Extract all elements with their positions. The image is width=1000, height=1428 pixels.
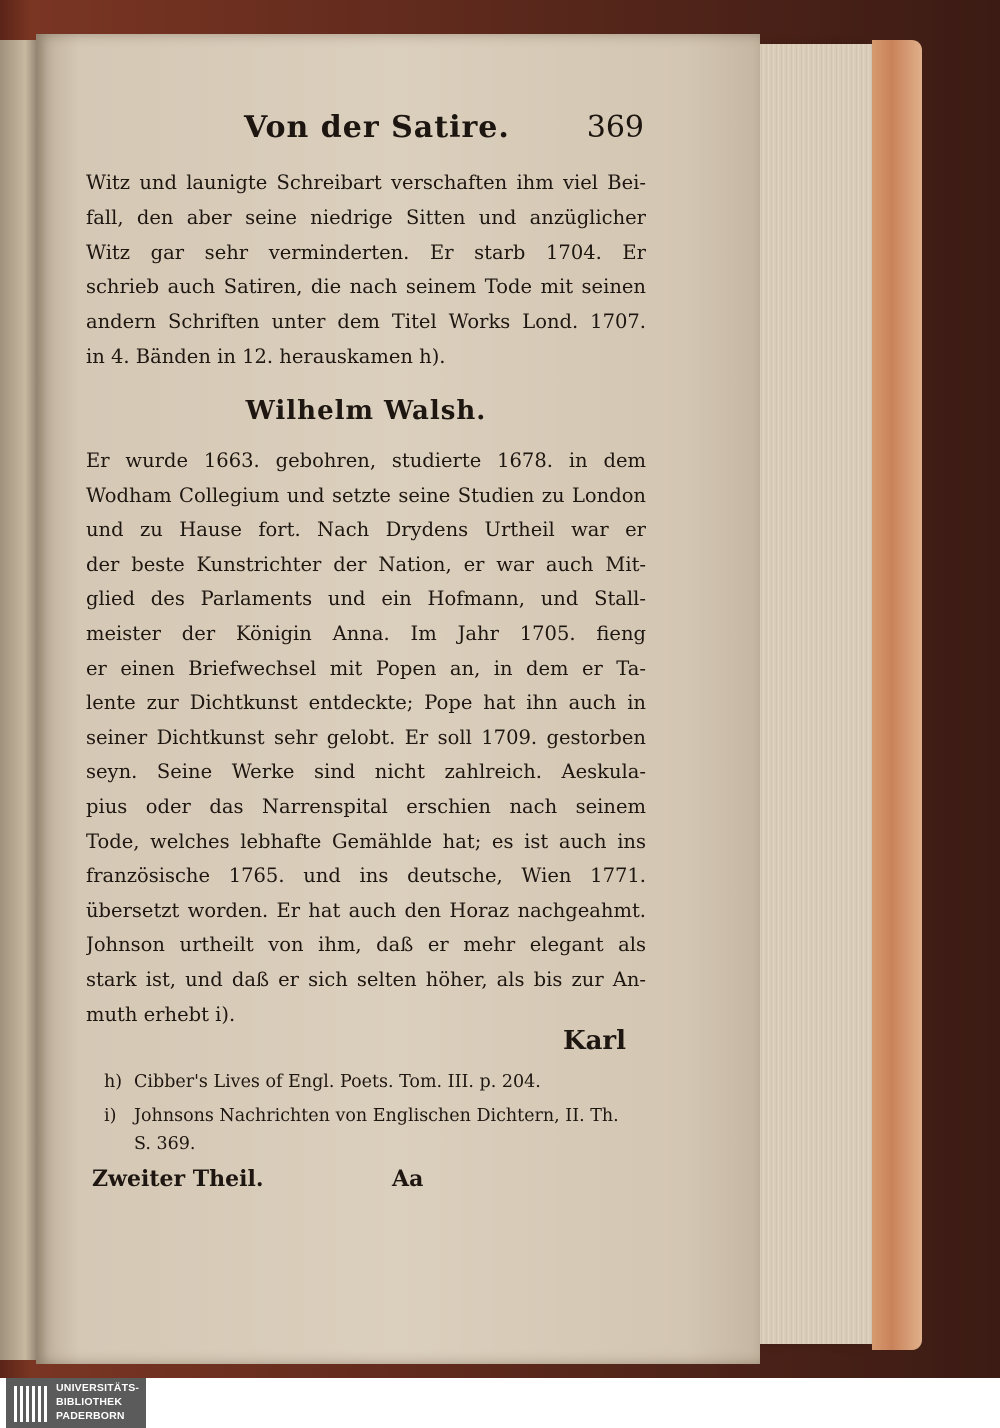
text-line: in 4. Bänden in 12. herauskamen h). (86, 344, 446, 368)
text-line: fall, den aber seine niedrige Sitten und anzüglicher (86, 205, 646, 229)
text-line: andern Schriften unter dem Titel Works Lond. 1707. (86, 310, 646, 334)
footnote-text: Cibber's Lives of Engl. Poets. Tom. III. p. 204. (134, 1072, 541, 1092)
paragraph-1 (86, 166, 646, 375)
book-page-edges (755, 44, 873, 1344)
logo-line: UNIVERSITÄTS- (56, 1382, 140, 1394)
library-name (56, 1381, 139, 1423)
library-logo[interactable] (6, 1378, 146, 1428)
text-line: seyn. Seine Werke sind nicht zahlreich. Aeskula- (86, 760, 646, 784)
running-head (240, 110, 650, 160)
signature-volume: Zweiter Theil. (92, 1166, 264, 1192)
logo-line: PADERBORN (56, 1410, 125, 1422)
text-line: schrieb auch Satiren, die nach seinem Tode mit seinen (86, 275, 646, 299)
text-line: der beste Kunstrichter der Nation, er war auch Mit- (86, 552, 646, 576)
text-line: übersetzt worden. Er hat auch den Horaz nachgeahmt. (86, 898, 646, 922)
footnote-mark: h) (104, 1072, 123, 1092)
text-line: Witz gar sehr verminderten. Er starb 1704. Er (86, 240, 646, 264)
text-line: muth erhebt i). (86, 1002, 236, 1026)
footer-bar (0, 1378, 1000, 1428)
signature-line (92, 1166, 512, 1192)
text-line: er einen Briefwechsel mit Popen an, in dem er Ta- (86, 656, 646, 680)
footnote-h (104, 1068, 634, 1096)
text-line: lente zur Dichtkunst entdeckte; Pope hat ihn auch in (86, 691, 646, 715)
text-line: Wodham Collegium und setzte seine Studien zu London (86, 483, 646, 507)
text-line: und zu Hause fort. Nach Drydens Urtheil war er (86, 518, 646, 542)
text-line: glied des Parlaments und ein Hofmann, und Stall- (86, 587, 646, 611)
catchword: Karl (562, 1026, 626, 1056)
footnotes (104, 1068, 634, 1158)
text-line: seiner Dichtkunst sehr gelobt. Er soll 1709. gestorben (86, 725, 646, 749)
footnote-text: Johnsons Nachrichten von Englischen Dichtern, II. Th. (134, 1106, 619, 1126)
paragraph-2 (86, 444, 646, 1032)
text-line: französische 1765. und ins deutsche, Wien 1771. (86, 864, 646, 888)
signature-mark: Aa (392, 1166, 424, 1192)
barcode-logo-icon (14, 1386, 50, 1422)
page-number: 369 (586, 110, 644, 145)
footnote-mark: i) (104, 1106, 117, 1126)
text-line: Tode, welches lebhafte Gemählde hat; es ist auch ins (86, 829, 646, 853)
footnote-continuation: S. 369. (134, 1134, 196, 1154)
running-title: Von der Satire. (244, 110, 510, 145)
text-line: Johnson urtheilt von ihm, daß er mehr elegant als (86, 933, 646, 957)
section-heading: Wilhelm Walsh. (245, 396, 487, 426)
footnote-i (104, 1102, 634, 1130)
book-cover-edge (872, 40, 922, 1350)
text-line: stark ist, und daß er sich selten höher, als bis zur An- (86, 967, 646, 991)
logo-line: BIBLIOTHEK (56, 1396, 123, 1408)
text-line: pius oder das Narrenspital erschien nach seinem (86, 794, 646, 818)
text-line: Er wurde 1663. gebohren, studierte 1678. in dem (86, 449, 646, 472)
text-line: Witz und launigte Schreibart verschaften ihm viel Bei- (86, 171, 646, 194)
text-line: meister der Königin Anna. Im Jahr 1705. fieng (86, 621, 646, 645)
